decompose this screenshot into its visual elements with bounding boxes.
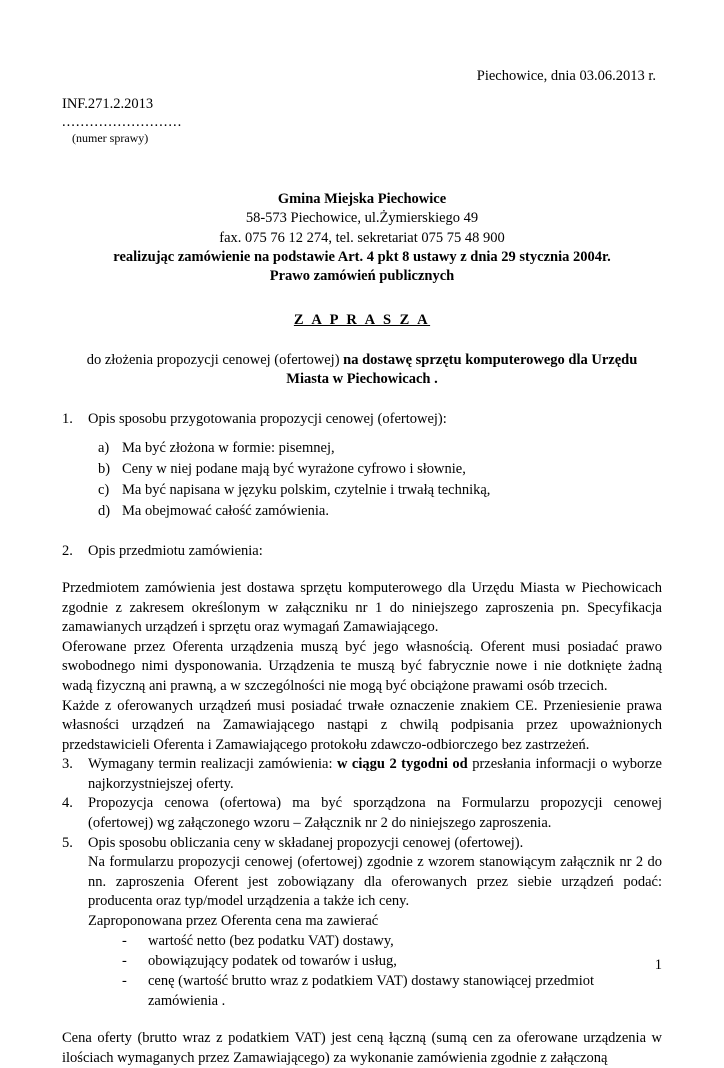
list-item xyxy=(114,951,662,971)
list-item xyxy=(98,501,662,522)
paragraph-subject: Przedmiotem zamówienia jest dostawa sprzętu komputerowego dla Urzędu Miasta w Piechowicach zgodnie z zakresem określonym w załączniku nr 1 do niniejszego zaproszenia pn. Specyfikacja zamawianych urządzeń i sprzętu oraz wymagań Zamawiającego. xyxy=(62,580,662,636)
list-item-text: Ma obejmować całość zamówienia. xyxy=(122,502,329,519)
list-item xyxy=(98,438,662,459)
list-item-text: Ma być złożona w formie: pisemnej, xyxy=(122,439,335,456)
section-5-text: Opis sposobu obliczania ceny w składanej propozycji cenowej (ofertowej). xyxy=(88,834,524,851)
section-5-subpara-2: Zaproponowana przez Oferenta cena ma zawierać xyxy=(88,912,379,929)
list-item-text: cenę (wartość brutto wraz z podatkiem VAT) dostawy stanowiącej przedmiot zamówienia . xyxy=(148,973,595,1010)
section-5 xyxy=(62,834,662,1012)
legal-basis-line2: Prawo zamówień publicznych xyxy=(269,267,455,284)
section-4-text: Propozycja cenowa (ofertowa) ma być sporządzona na Formularzu propozycji cenowej (ofertowej) wg załączonego wzoru – Załącznik nr 2 do niniejszego zaproszenia. xyxy=(88,795,662,831)
section-3-text-bold: w ciągu 2 tygodni od xyxy=(336,756,468,773)
list-item-marker: b) xyxy=(98,460,111,477)
list-item-marker: a) xyxy=(98,439,110,456)
list-item-marker: - xyxy=(122,953,127,970)
section-3-text-before: Wymagany termin realizacji zamówienia: xyxy=(88,756,337,773)
list-item-text: wartość netto (bez podatku VAT) dostawy, xyxy=(148,933,394,950)
paragraph-final: Cena oferty (brutto wraz z podatkiem VAT) jest ceną łączną (sumą cen za oferowane urządzenia w ilościach wymaganych przez Zamawiającego) za wykonanie zamówienia zgodnie z załączoną xyxy=(62,1030,662,1066)
list-item-text: Ma być napisana w języku polskim, czytelnie i trwałą techniką, xyxy=(122,481,491,498)
section-5-marker: 5. xyxy=(62,834,73,851)
invitation-heading: Z A P R A S Z A xyxy=(293,311,431,328)
list-item xyxy=(98,480,662,501)
issuer-contact: fax. 075 76 12 274, tel. sekretariat 075 75 48 900 xyxy=(219,229,505,246)
page-number: 1 xyxy=(654,957,662,973)
issuer-header xyxy=(62,190,662,286)
section-2 xyxy=(62,542,662,562)
list-item-marker: - xyxy=(122,973,127,990)
document-content xyxy=(62,68,662,1068)
case-note: (numer sprawy) xyxy=(72,131,149,146)
section-1-marker: 1. xyxy=(62,411,73,427)
section-1-sublist xyxy=(62,438,662,522)
section-3-text xyxy=(88,755,662,794)
paragraph-ce: Każde z oferowanych urządzeń musi posiadać trwałe oznaczenie znakiem CE. Przeniesienie prawa własności urządzeń na Zamawiającego nastąpi z chwilą podpisania przez upoważnionych przedstawicieli Oferenta i Zamawiającego protokołu zdawczo-odbiorczego bez zastrzeżeń. xyxy=(62,697,662,753)
section-2-text: Opis przedmiotu zamówienia: xyxy=(88,542,263,559)
section-2-marker: 2. xyxy=(62,542,73,559)
list-item-marker: - xyxy=(122,933,127,950)
section-3 xyxy=(62,755,662,794)
list-item xyxy=(98,459,662,480)
case-number: INF.271.2.2013 xyxy=(62,96,154,112)
list-item-text: Ceny w niej podane mają być wyrażone cyfrowo i słownie, xyxy=(122,460,466,477)
list-item-text: obowiązujący podatek od towarów i usług, xyxy=(148,953,397,970)
issuer-address: 58-573 Piechowice, ul.Żymierskiego 49 xyxy=(245,210,479,227)
section-1 xyxy=(62,410,662,430)
section-5-subpara-1: Na formularzu propozycji cenowej (ofertowej) zgodnie z wzorem stanowiącym załącznik nr 2 do nn. zaproszenia Oferent jest zobowiązany dla oferowanych przez siebie urządzeń podać: producenta oraz typ/model urządzenia a także ich ceny. xyxy=(88,854,662,910)
legal-basis-line1: realizując zamówienie na podstawie Art. 4 pkt 8 ustawy z dnia 29 stycznia 2004r. xyxy=(113,248,611,265)
invitation-intro-bold: na dostawę sprzętu komputerowego dla Urzędu Miasta w Piechowicach . xyxy=(286,351,638,388)
invitation-intro xyxy=(62,351,662,390)
date-line: Piechowice, dnia 03.06.2013 r. xyxy=(476,68,656,84)
list-item-marker: d) xyxy=(98,502,111,519)
list-item xyxy=(114,971,662,1011)
section-5-dash-list xyxy=(88,931,662,1011)
case-block xyxy=(62,95,662,146)
list-item-marker: c) xyxy=(98,481,110,498)
paragraph-offered: Oferowane przez Oferenta urządzenia muszą być jego własnością. Oferent musi posiadać prawo swobodnego nimi dysponowania. Urządzenia te muszą być fabrycznie nowe i nie dotknięte żadną wadą fizyczną ani prawną, a w szczególności nie mogą być obciążone prawami osób trzecich. xyxy=(62,638,662,694)
case-dots: .......................... xyxy=(62,114,183,131)
section-3-text-after: przesłania informacji o wyborze najkorzystniejszej oferty. xyxy=(88,756,662,792)
issuer-name: Gmina Miejska Piechowice xyxy=(277,191,447,208)
sections-3-5 xyxy=(62,755,662,1011)
section-1-text: Opis sposobu przygotowania propozycji cenowej (ofertowej): xyxy=(88,411,447,427)
section-3-marker: 3. xyxy=(62,756,73,773)
list-item xyxy=(114,931,662,951)
invitation-intro-normal: do złożenia propozycji cenowej (ofertowej) xyxy=(86,351,344,368)
section-4 xyxy=(62,794,662,833)
section-4-marker: 4. xyxy=(62,795,73,812)
section-5-body xyxy=(88,834,662,1012)
